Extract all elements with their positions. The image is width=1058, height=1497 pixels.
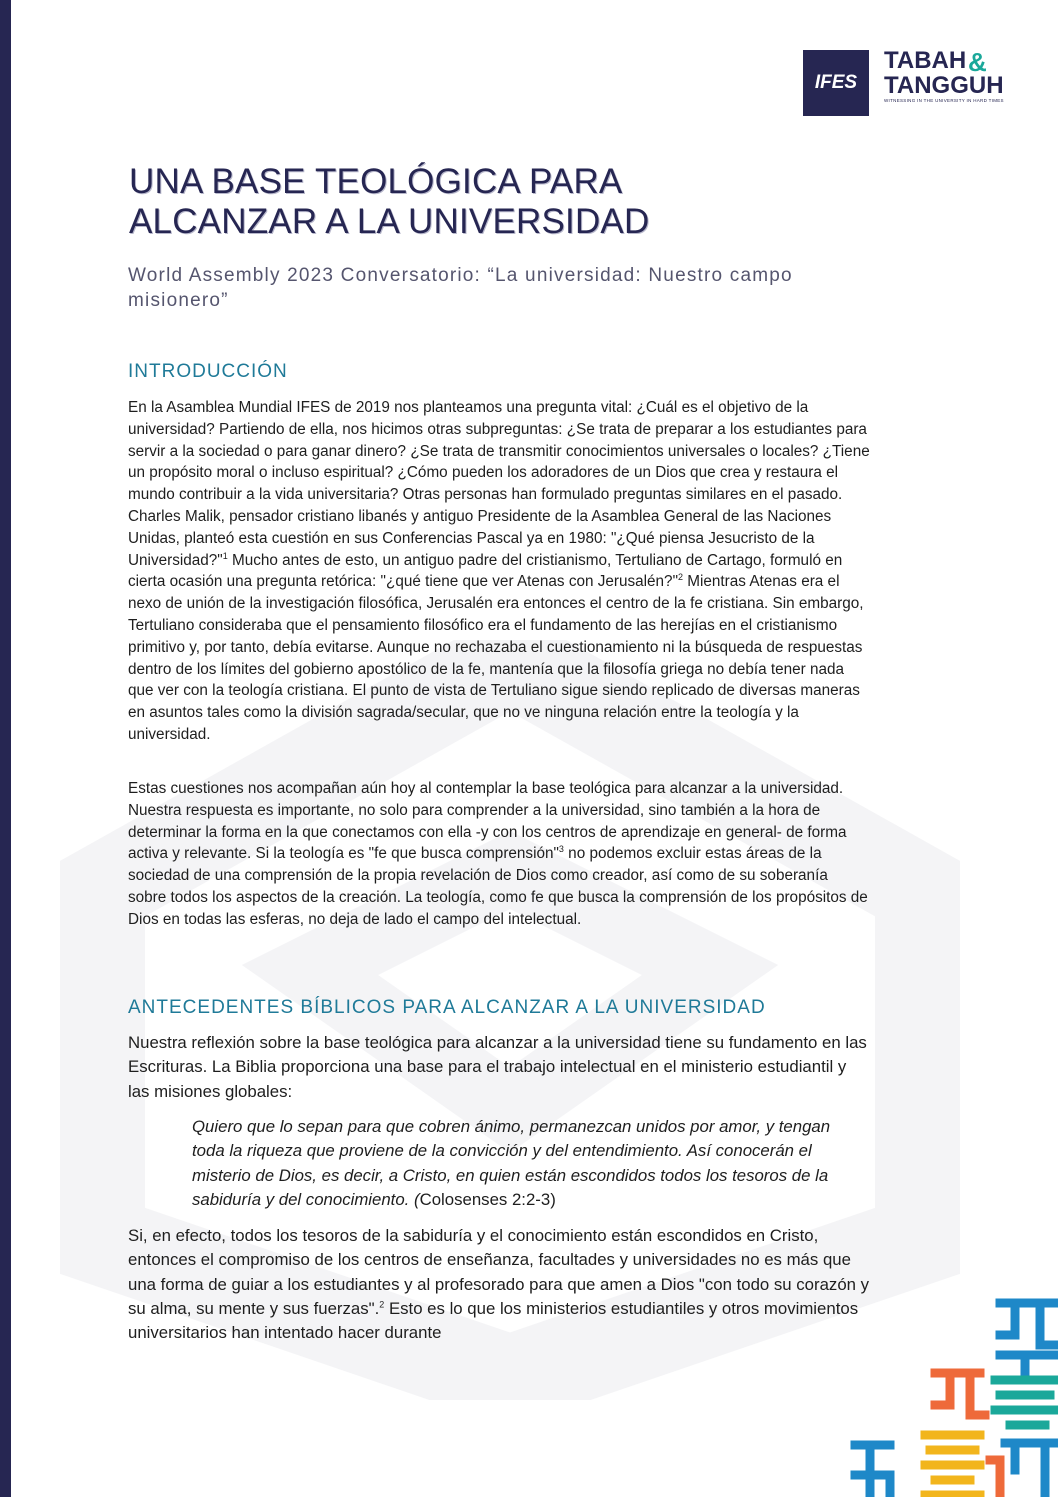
- title-line-2: ALCANZAR A LA UNIVERSIDAD: [129, 202, 650, 241]
- footnote-ref: 1: [222, 550, 228, 561]
- page-title: [129, 162, 889, 242]
- tabah-tangguh-logo: TABAH & TANGGUH WITNESSING IN THE UNIVERSITY IN HARD TIMES: [884, 47, 1004, 103]
- page-subtitle: World Assembly 2023 Conversatorio: “La universidad: Nuestro campo misionero”: [128, 265, 793, 311]
- decorative-pattern: [850, 1295, 1058, 1497]
- left-accent-bar: [0, 0, 11, 1497]
- intro-paragraph-2: Estas cuestiones nos acompañan aún hoy al contemplar la base teológica para alcanzar a la universidad. Nuestra respuesta es importante, no solo para comprender a la universidad, sino también a la hora de determinar la forma en la que conectamos con ella -y con los centros de aprendizaje en general- de forma activa y relevante. Si la teología es "fe que busca comprensión"$^3$ no podemos excluir estas áreas de la sociedad de una comprensión de la propia revelación de Dios como creador, así como de su soberanía sobre todos los aspectos de la creación. La teología, como fe que busca la comprensión de los propósitos de Dios en todas las esferas, no deja de lado el campo del intelectual.: [128, 780, 868, 928]
- title-line-1: UNA BASE TEOLÓGICA PARA: [129, 162, 623, 201]
- ifes-logo: IFES: [803, 50, 869, 116]
- footnote-ref: 2: [678, 572, 684, 583]
- scripture-quote: Quiero que lo sepan para que cobren ánimo, permanezcan unidos por amor, y tengan toda la riqueza que proviene de la convicción y del entendimiento. Así conocerán el misterio de Dios, es decir, a Cristo, en quien están escondidos todos los tesoros de la sabiduría y del conocimiento. (Colosenses 2:2-3): [192, 1117, 831, 1209]
- scripture-reference: Colosenses 2:2-3): [419, 1189, 556, 1209]
- intro-paragraph-1: En la Asamblea Mundial IFES de 2019 nos planteamos una pregunta vital: ¿Cuál es el objetivo de la universidad? Partiendo de ella, nos hicimos otras subpreguntas: ¿Se trata de preparar a los estudiantes para servir a la sociedad o para ganar dinero? ¿Se trata de transmitir conocimientos universales o locales? ¿Tiene un propósito moral o incluso espiritual? ¿Cómo pueden los adoradores de un Dios que crea y restaura el mundo contribuir a la vida universitaria? Otras personas han formulado preguntas similares en el pasado. Charles Malik, pensador cristiano libanés y antiguo Presidente de la Asamblea General de las Naciones Unidas, planteó esta cuestión en sus Conferencias Pascal ya en 1980: "¿Qué piensa Jesucristo de la Universidad?"$^1$ Mucho antes de esto, un antiguo padre del cristianismo, Tertuliano de Cartago, formuló en cierta ocasión una pregunta retórica: "¿qué tiene que ver Atenas con Jerusalén?"$^2$ Mientras Atenas era el nexo de unión de la investigación filosófica, Jerusalén era entonces el centro de la fe cristiana. Sin embargo, Tertuliano consideraba que el pensamiento filosófico era el fundamento de las herejías en el cristianismo primitivo y, por tanto, debía evitarse. Aunque no rechazaba el cuestionamiento ni la búsqueda de respuestas dentro de los límites del gobierno apostólico de la fe, mantenía que la filosofía griega no debía tener nada que ver con la teología cristiana. El punto de vista de Tertuliano sigue siendo replicado de diversas maneras en asuntos tales como la división sagrada/secular, que no ve ninguna relación entre la teología y la universidad.: [128, 399, 870, 743]
- footnote-ref: 2: [379, 1299, 385, 1310]
- biblical-paragraph-1: Nuestra reflexión sobre la base teológica para alcanzar a la universidad tiene su fundamento en las Escrituras. La Biblia proporciona una base para el trabajo intelectual en el ministerio estudiantil y las misiones globales:: [128, 1033, 867, 1101]
- section-heading-antecedentes: ANTECEDENTES BÍBLICOS PARA ALCANZAR A LA UNIVERSIDAD: [128, 997, 766, 1018]
- section-heading-introduccion: INTRODUCCIÓN: [128, 361, 288, 382]
- footnote-ref: 3: [558, 844, 564, 855]
- biblical-paragraph-2: Si, en efecto, todos los tesoros de la sabiduría y el conocimiento están escondidos en Cristo, entonces el compromiso de los centros de enseñanza, facultades y universidades no es más que una forma de guiar a los estudiantes y al profesorado para que amen a Dios "con todo su corazón y su alma, su mente y sus fuerzas".$^2$ Esto es lo que los ministerios estudiantiles y otros movimientos universitarios han intentado hacer durante: [128, 1226, 870, 1343]
